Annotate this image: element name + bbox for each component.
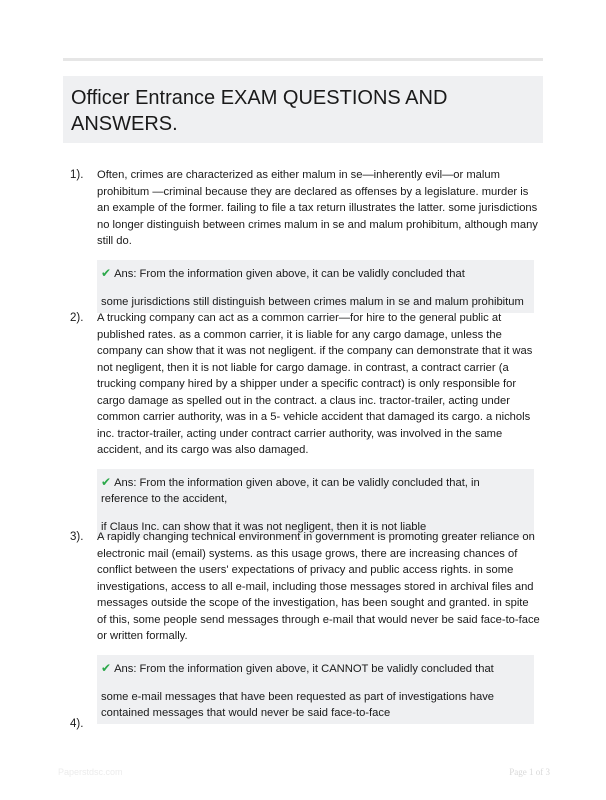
answer-heading-text: Ans: From the information given above, it can be validly concluded that [114, 267, 465, 280]
answer-box [97, 469, 534, 538]
check-icon: ✔ [101, 474, 112, 489]
answer-text: if Claus Inc. can show that it was not negligent, then it is not liable [101, 520, 427, 533]
answer-heading [101, 474, 528, 507]
answer-box [97, 260, 534, 313]
answer-text: some jurisdictions still distinguish between crimes malum in se and malum prohibitum [101, 295, 524, 308]
question-2 [70, 310, 540, 538]
answer-heading [101, 660, 528, 677]
page-title: Officer Entrance EXAM QUESTIONS AND ANSWERS. [71, 87, 448, 135]
answer-heading [101, 265, 528, 282]
answer-box [97, 655, 534, 724]
question-text: A rapidly changing technical environment in government is promoting greater reliance on electronic mail (email) systems. as this usage grows, there are increasing chances of conflict between the users' expectations of privacy and public access rights. in some investigations, access to all e-mail, including those messages stored in archival files and messages outside the scope of the investigation, has been sought and granted. in spite of this, some people send messages through e-mail that would never be said face-to-face or written formally. [97, 531, 540, 642]
answer-heading-text: Ans: From the information given above, it CANNOT be validly concluded that [114, 662, 494, 675]
question-number: 4). [70, 718, 84, 730]
answer-text: some e-mail messages that have been requested as part of investigations have contained messages that would never be said face-to-face [101, 690, 495, 719]
footer-watermark: Paperstdsc.com [58, 767, 123, 777]
top-rule [63, 58, 543, 61]
check-icon: ✔ [101, 265, 112, 280]
question-number: 3). [70, 531, 84, 543]
question-text: A trucking company can act as a common carrier—for hire to the general public at published rates. as a common carrier, it is liable for any cargo damage, unless the company can show that it was not negligent. if the company can demonstrate that it was not negligent, then it is not liable for cargo damage. in contrast, a contract carrier (a trucking company hired by a shipper under a specific contract) is only responsible for cargo damage as spelled out in the contract. a claus inc. tractor-trailer, acting under common carrier authority, was in a 5- vehicle accident that damaged its cargo. a nichols inc. tractor-trailer, acting under contract carrier authority, was involved in the same accident, and its cargo was also damaged. [97, 312, 533, 456]
question-3 [70, 529, 540, 724]
answer-heading-text: Ans: From the information given above, it can be validly concluded that, in reference to the accident, [101, 476, 480, 505]
question-number: 1). [70, 169, 84, 181]
question-1 [70, 167, 540, 313]
page-number: Page 1 of 3 [509, 767, 550, 777]
title-banner [63, 76, 543, 143]
question-number: 2). [70, 312, 84, 324]
check-icon: ✔ [101, 660, 112, 675]
question-text: Often, crimes are characterized as either malum in se—inherently evil—or malum prohibitum —criminal because they are declared as offenses by a legislature. murder is an example of the former. failing to file a tax return illustrates the latter. some jurisdictions no longer distinguish between crimes malum in se and malum prohibitum, although many still do. [97, 169, 538, 247]
